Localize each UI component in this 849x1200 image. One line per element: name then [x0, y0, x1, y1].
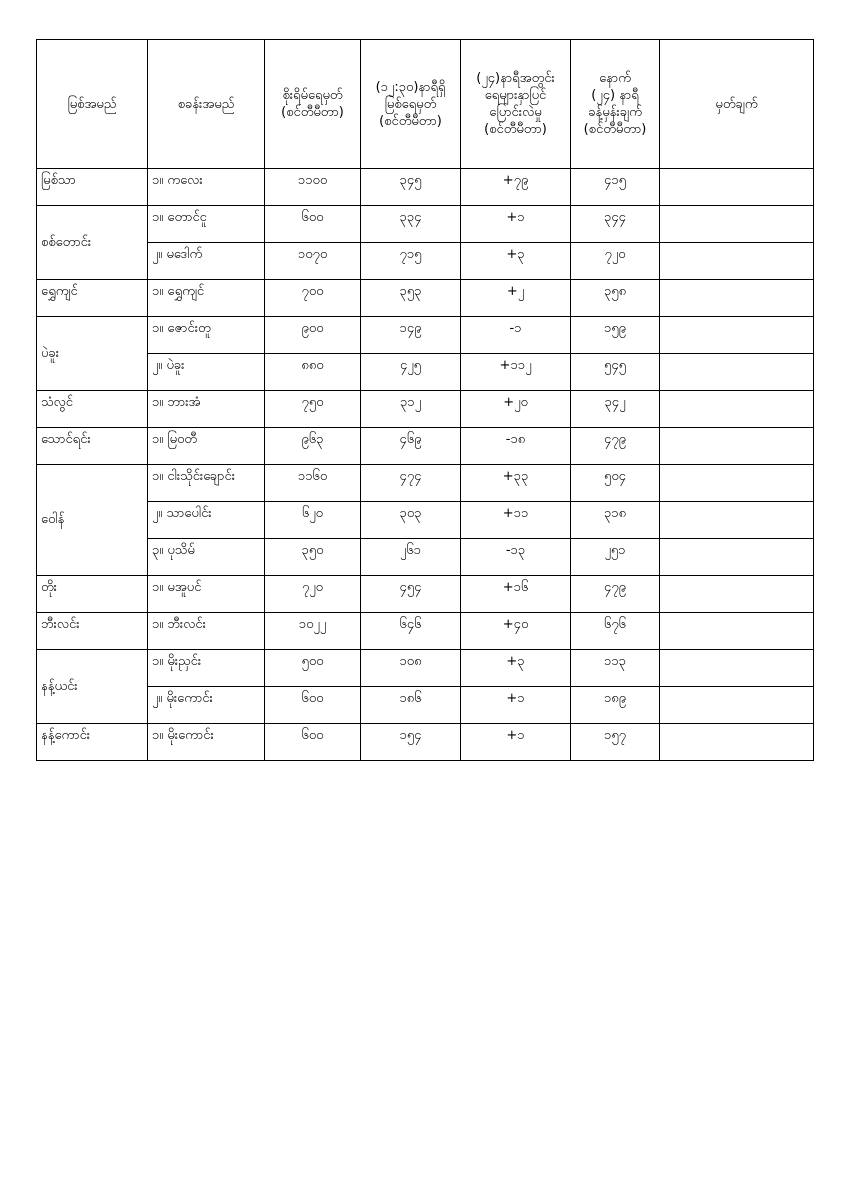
station-cell: ၂။ သာပေါင်း: [148, 502, 265, 539]
header-river-label: မြစ်အမည်: [67, 96, 117, 112]
header-forecast-unit: (စင်တီမီတာ): [583, 122, 647, 137]
header-forecast: [571, 40, 660, 169]
current-level-cell: ၁၀၈: [361, 650, 461, 687]
header-change-line: ရေများနှာပြင်: [484, 88, 547, 103]
current-level-cell: ၁၈၆: [361, 687, 461, 724]
change-cell: +၁၁: [461, 502, 571, 539]
change-cell: +၂၀: [461, 391, 571, 428]
remark-cell: [660, 243, 814, 280]
table-row: [37, 576, 814, 613]
remark-cell: [660, 317, 814, 354]
danger-level-cell: ၇၀၀: [265, 280, 361, 317]
danger-level-cell: ၉၆၃: [265, 428, 361, 465]
remark-cell: [660, 465, 814, 502]
change-cell: +၂: [461, 280, 571, 317]
remark-cell: [660, 354, 814, 391]
danger-level-cell: ၅၀၀: [265, 650, 361, 687]
station-cell: ၁။ မိုးညှင်း: [148, 650, 265, 687]
table-row: [37, 650, 814, 687]
remark-cell: [660, 650, 814, 687]
danger-level-cell: ၆၀၀: [265, 206, 361, 243]
river-name-cell: နန့်ကောင်း: [37, 724, 148, 761]
header-current-level-line: (၁၂:၃၀)နာရီရှိ: [375, 79, 446, 95]
forecast-cell: ၄၁၅: [571, 169, 660, 206]
header-change-24h: [461, 40, 571, 169]
header-river: [37, 40, 148, 169]
current-level-cell: ၃၃၄: [361, 206, 461, 243]
danger-level-cell: ၇၂၀: [265, 576, 361, 613]
danger-level-cell: ၆၀၀: [265, 724, 361, 761]
forecast-cell: ၁၈၉: [571, 687, 660, 724]
remark-cell: [660, 502, 814, 539]
station-cell: ၂။ မဒေါက်: [148, 243, 265, 280]
header-station-label: စခန်းအမည်: [177, 96, 235, 112]
station-cell: ၁။ ရွှေကျင်: [148, 280, 265, 317]
remark-cell: [660, 169, 814, 206]
table-row: [37, 502, 814, 539]
current-level-cell: ၃၁၂: [361, 391, 461, 428]
header-danger-level-line: စိုးရိမ်ရေမှတ်: [282, 88, 343, 103]
forecast-cell: ၁၅၉: [571, 317, 660, 354]
current-level-cell: ၁၅၄: [361, 724, 461, 761]
table-row: [37, 539, 814, 576]
header-danger-level: [265, 40, 361, 169]
table-row: [37, 428, 814, 465]
forecast-cell: ၁၁၃: [571, 650, 660, 687]
header-station: [148, 40, 265, 169]
forecast-cell: ၄၇၉: [571, 428, 660, 465]
table-row: [37, 169, 814, 206]
river-name-cell: စစ်တောင်း: [37, 206, 148, 280]
table-row: [37, 243, 814, 280]
header-danger-level-unit: (စင်တီမီတာ): [281, 105, 344, 120]
header-row: [37, 40, 814, 169]
remark-cell: [660, 539, 814, 576]
station-cell: ၁။ တောင်ငူ: [148, 206, 265, 243]
station-cell: ၁။ မိုးကောင်း: [148, 724, 265, 761]
header-current-level: [361, 40, 461, 169]
remark-cell: [660, 687, 814, 724]
water-level-sheet: [36, 39, 814, 761]
current-level-cell: ၃၄၅: [361, 169, 461, 206]
current-level-cell: ၃၅၃: [361, 280, 461, 317]
forecast-cell: ၆၇၆: [571, 613, 660, 650]
river-name-cell: တိုး: [37, 576, 148, 613]
station-cell: ၁။ ကလေး: [148, 169, 265, 206]
river-name-cell: သောင်ရင်း: [37, 428, 148, 465]
station-cell: ၁။ မြဝတီ: [148, 428, 265, 465]
forecast-cell: ၅၄၅: [571, 354, 660, 391]
header-change-line: (၂၄)နာရီအတွင်း: [476, 71, 555, 86]
danger-level-cell: ၁၀၂၂: [265, 613, 361, 650]
danger-level-cell: ၉၀၀: [265, 317, 361, 354]
danger-level-cell: ၁၁၆၀: [265, 465, 361, 502]
table-row: [37, 280, 814, 317]
current-level-cell: ၄၂၅: [361, 354, 461, 391]
header-change-line: ပြောင်းလဲမှု: [489, 105, 542, 120]
change-cell: +၁၆: [461, 576, 571, 613]
header-current-level-line: မြစ်ရေမှတ်: [384, 96, 437, 112]
table-row: [37, 354, 814, 391]
header-forecast-line: ခန့်မှန်းချက်: [588, 105, 642, 120]
remark-cell: [660, 428, 814, 465]
river-water-level-table: [36, 39, 814, 761]
table-row: [37, 206, 814, 243]
river-name-cell: သံလွင်: [37, 391, 148, 428]
table-row: [37, 724, 814, 761]
river-name-cell: မြစ်သာ: [37, 169, 148, 206]
river-name-cell: ရွှေကျင်: [37, 280, 148, 317]
station-cell: ၃။ ပုသိမ်: [148, 539, 265, 576]
remark-cell: [660, 280, 814, 317]
header-change-unit: (စင်တီမီတာ): [484, 122, 547, 137]
river-name-cell: ဘီးလင်း: [37, 613, 148, 650]
change-cell: +၁: [461, 206, 571, 243]
header-remarks-label: မှတ်ချက်: [715, 96, 758, 112]
remark-cell: [660, 576, 814, 613]
forecast-cell: ၃၅၈: [571, 280, 660, 317]
header-current-level-unit: (စင်တီမီတာ): [379, 113, 442, 129]
table-row: [37, 391, 814, 428]
forecast-cell: ၅၀၄: [571, 465, 660, 502]
forecast-cell: ၃၁၈: [571, 502, 660, 539]
station-cell: ၁။ ဇောင်းတူ: [148, 317, 265, 354]
current-level-cell: ၇၁၅: [361, 243, 461, 280]
river-name-cell: ဝေါန်: [37, 465, 148, 576]
table-row: [37, 317, 814, 354]
forecast-cell: ၃၄၂: [571, 391, 660, 428]
river-name-cell: ပဲခူး: [37, 317, 148, 391]
change-cell: +၁၁၂: [461, 354, 571, 391]
danger-level-cell: ၈၈၀: [265, 354, 361, 391]
change-cell: +၃၃: [461, 465, 571, 502]
danger-level-cell: ၁၀၇၀: [265, 243, 361, 280]
current-level-cell: ၄၆၉: [361, 428, 461, 465]
danger-level-cell: ၇၅၀: [265, 391, 361, 428]
current-level-cell: ၃၀၃: [361, 502, 461, 539]
danger-level-cell: ၆၂၀: [265, 502, 361, 539]
change-cell: -၁၃: [461, 539, 571, 576]
current-level-cell: ၂၆၁: [361, 539, 461, 576]
danger-level-cell: ၃၅၀: [265, 539, 361, 576]
header-remarks: [660, 40, 814, 169]
current-level-cell: ၁၄၉: [361, 317, 461, 354]
change-cell: -၁: [461, 317, 571, 354]
river-name-cell: နန့်ယင်း: [37, 650, 148, 724]
station-cell: ၁။ ဘားအံ: [148, 391, 265, 428]
remark-cell: [660, 724, 814, 761]
forecast-cell: ၁၅၇: [571, 724, 660, 761]
forecast-cell: ၄၇၉: [571, 576, 660, 613]
forecast-cell: ၃၄၄: [571, 206, 660, 243]
danger-level-cell: ၆၀၀: [265, 687, 361, 724]
change-cell: -၁၈: [461, 428, 571, 465]
current-level-cell: ၄၅၄: [361, 576, 461, 613]
station-cell: ၁။ မအူပင်: [148, 576, 265, 613]
station-cell: ၁။ ငါးသိုင်းချောင်း: [148, 465, 265, 502]
table-row: [37, 613, 814, 650]
danger-level-cell: ၁၁၀၀: [265, 169, 361, 206]
change-cell: +၁: [461, 724, 571, 761]
table-row: [37, 687, 814, 724]
remark-cell: [660, 391, 814, 428]
remark-cell: [660, 206, 814, 243]
remark-cell: [660, 613, 814, 650]
change-cell: +၁: [461, 687, 571, 724]
change-cell: +၇၉: [461, 169, 571, 206]
forecast-cell: ၇၂၀: [571, 243, 660, 280]
change-cell: +၃: [461, 650, 571, 687]
header-forecast-line: (၂၄) နာရီ: [591, 88, 639, 103]
header-forecast-line: နောက်: [599, 71, 631, 86]
change-cell: +၄၀: [461, 613, 571, 650]
table-row: [37, 465, 814, 502]
current-level-cell: ၄၇၄: [361, 465, 461, 502]
forecast-cell: ၂၅၁: [571, 539, 660, 576]
station-cell: ၁။ ဘီးလင်း: [148, 613, 265, 650]
station-cell: ၂။ ပဲခူး: [148, 354, 265, 391]
station-cell: ၂။ မိုးကောင်း: [148, 687, 265, 724]
change-cell: +၃: [461, 243, 571, 280]
current-level-cell: ၆၄၆: [361, 613, 461, 650]
